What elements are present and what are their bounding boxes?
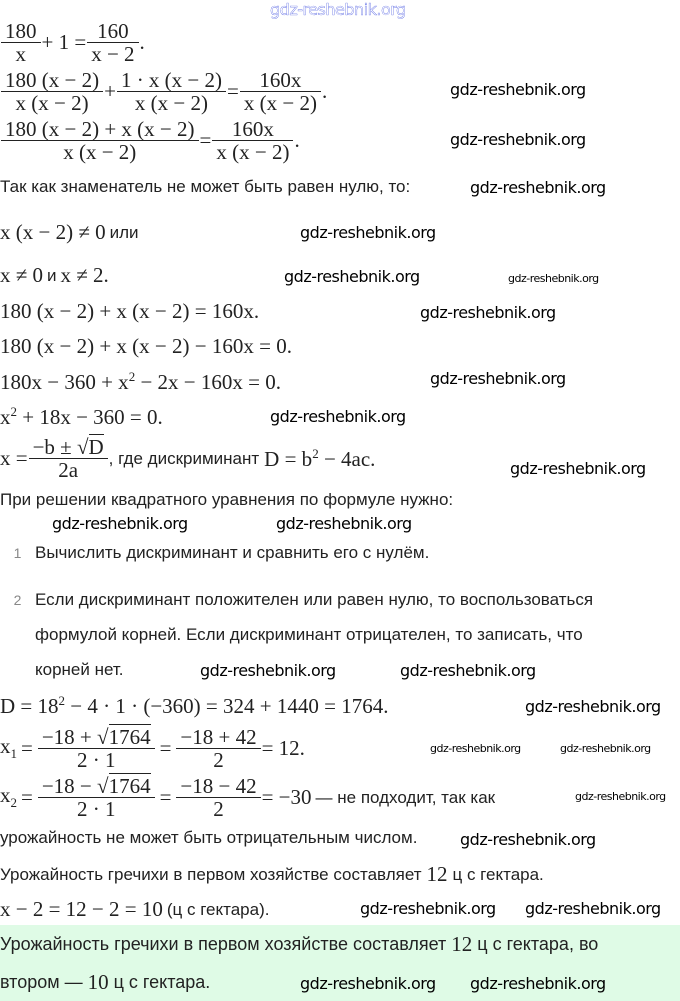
- word: и: [47, 265, 57, 285]
- operator: =: [199, 128, 212, 152]
- text-negative: [0, 828, 417, 848]
- numerator: 1 · x (x − 2): [120, 68, 223, 92]
- subscript: 1: [10, 746, 17, 762]
- operator: =: [159, 736, 172, 760]
- answer-text: Урожайность гречихи в первом хозяйстве составляет: [0, 934, 447, 954]
- word: — не подходит, так как: [315, 787, 496, 807]
- step-2-line-2: [35, 625, 583, 645]
- watermark: gdz-reshebnik.org: [400, 661, 536, 680]
- math: 12: [451, 932, 473, 956]
- math: = 12.: [261, 736, 305, 760]
- denominator: 2 · 1: [38, 797, 155, 820]
- math: x: [0, 734, 11, 759]
- word: , где дискриминант: [108, 448, 260, 468]
- watermark: gdz-reshebnik.org: [360, 899, 496, 918]
- math: − 2x − 160x = 0.: [135, 370, 281, 394]
- numerator: −b ±: [32, 435, 77, 459]
- line-a: [0, 299, 259, 324]
- math: x =: [0, 446, 28, 470]
- math: 12: [426, 862, 448, 886]
- math: x: [0, 405, 11, 429]
- watermark: gdz-reshebnik.org: [470, 974, 606, 993]
- step-text: корней нет.: [35, 660, 124, 679]
- watermark: gdz-reshebnik.org: [560, 742, 651, 755]
- watermark: gdz-reshebnik.org: [525, 899, 661, 918]
- radicand: 1764: [108, 725, 151, 749]
- text-denominator: [0, 177, 410, 197]
- line-c: [0, 369, 281, 395]
- operator: =: [21, 785, 33, 809]
- paragraph: При решении квадратного уравнения по формуле нужно:: [0, 490, 454, 509]
- period: .: [139, 30, 145, 54]
- root-x1: $x_1$ = $\frac{-18 + √1764}{2 \cdot 1}$ = $\frac{-18 + 42}{2}$ = 12.: [0, 725, 305, 772]
- numerator: −18 + 42: [180, 725, 257, 749]
- math: 180x − 360 + x: [0, 370, 129, 394]
- watermark: gdz-reshebnik.org: [300, 223, 436, 242]
- numerator: −18 +: [41, 725, 98, 749]
- text-yield-1: [0, 862, 544, 887]
- word: или: [109, 222, 139, 242]
- math: x ≠ 0: [0, 263, 44, 287]
- watermark: gdz-reshebnik.org: [200, 661, 336, 680]
- word: (ц с гектара).: [166, 899, 270, 919]
- numerator: −18 − 42: [180, 774, 257, 798]
- answer-text: втором —: [0, 972, 83, 992]
- watermark: gdz-reshebnik.org: [470, 178, 606, 197]
- step-text: формулой корней. Если дискриминант отрицателен, то записать, что: [35, 625, 583, 644]
- watermark: gdz-reshebnik.org: [430, 742, 521, 755]
- denominator: x (x − 2): [1, 140, 199, 163]
- watermark: gdz-reshebnik.org: [460, 830, 596, 849]
- text-solution-intro: [0, 490, 453, 510]
- math: 10: [87, 970, 109, 994]
- watermark: gdz-reshebnik.org: [575, 790, 666, 803]
- math: − 4 · 1 · (−360) = 324 + 1440 = 1764.: [65, 694, 389, 718]
- denominator: 2: [176, 797, 260, 820]
- radicand: D: [88, 435, 104, 459]
- math: = −30: [261, 785, 312, 809]
- denominator: 2a: [29, 458, 108, 481]
- exponent: 2: [312, 445, 319, 461]
- denominator: x (x − 2): [117, 91, 226, 114]
- equation-1: [0, 20, 145, 65]
- paragraph: Так как знаменатель не может быть равен нулю, то:: [0, 177, 411, 196]
- numerator: 180 (x − 2) + x (x − 2): [5, 117, 195, 141]
- operator: =: [21, 736, 33, 760]
- math: x − 2 = 12 − 2 = 10: [0, 897, 163, 921]
- denominator: x: [1, 42, 41, 65]
- equation-3: [0, 118, 300, 163]
- exponent: 2: [10, 404, 17, 419]
- exponent: 2: [128, 369, 136, 384]
- denominator: 2: [176, 748, 260, 771]
- paragraph: ц с гектара.: [452, 864, 544, 884]
- step-number: 1: [13, 545, 22, 561]
- watermark: gdz-reshebnik.org: [270, 0, 406, 19]
- radicand: 1764: [108, 774, 151, 798]
- watermark: gdz-reshebnik.org: [450, 80, 586, 99]
- numerator: 180 (x − 2): [5, 68, 100, 92]
- math: 180 (x − 2) + x (x − 2) − 160x = 0.: [0, 334, 292, 358]
- paragraph: урожайность не может быть отрицательным числом.: [0, 828, 418, 847]
- watermark: gdz-reshebnik.org: [420, 303, 556, 322]
- denominator: x (x − 2): [212, 140, 293, 163]
- math: + 18x − 360 = 0.: [17, 405, 163, 429]
- watermark: gdz-reshebnik.org: [430, 369, 566, 388]
- period: .: [321, 79, 328, 103]
- exponent: 2: [58, 693, 66, 708]
- answer-line-2: [0, 970, 210, 995]
- step-1: [0, 543, 429, 563]
- watermark: gdz-reshebnik.org: [52, 514, 188, 533]
- period: .: [294, 128, 300, 152]
- denominator: x (x − 2): [240, 91, 321, 114]
- operator: +: [104, 79, 116, 103]
- step-2: [0, 590, 593, 610]
- line-d: [0, 404, 163, 430]
- math: 180 (x − 2) + x (x − 2) = 160x.: [0, 299, 260, 323]
- root-x2: $x_2$ = $\frac{-18 - √1764}{2 \cdot 1}$ = $\frac{-18 - 42}{2}$ = −30 — не подходит, так как: [0, 774, 496, 821]
- line-neq: [0, 220, 143, 245]
- operator: =: [227, 79, 239, 103]
- watermark: gdz-reshebnik.org: [270, 407, 406, 426]
- equation-2: [0, 69, 327, 114]
- step-number: 2: [13, 592, 22, 608]
- step-text: Вычислить дискриминант и сравнить его с нулём.: [35, 543, 430, 562]
- math: x (x − 2) ≠ 0: [0, 220, 106, 244]
- paragraph: Урожайность гречихи в первом хозяйстве составляет: [0, 864, 422, 884]
- denominator: x (x − 2): [1, 91, 103, 114]
- math: x ≠ 2.: [60, 263, 109, 287]
- numerator: −18 −: [41, 774, 98, 798]
- denominator: 2 · 1: [38, 748, 155, 771]
- numerator: 160x: [231, 117, 274, 141]
- answer-text: ц с гектара.: [113, 972, 211, 992]
- line-b: [0, 334, 292, 359]
- quadratic-formula: x = $\frac{-b \pm √D}{2a}$ , где дискриминант $D = b^2 - 4ac$.: [0, 435, 376, 482]
- watermark: gdz-reshebnik.org: [450, 130, 586, 149]
- watermark: gdz-reshebnik.org: [510, 459, 646, 478]
- numerator: 180: [5, 19, 37, 43]
- operator: + 1 =: [41, 30, 87, 54]
- step-text: Если дискриминант положителен или равен нулю, то воспользоваться: [35, 590, 594, 609]
- watermark: gdz-reshebnik.org: [284, 267, 420, 286]
- watermark: gdz-reshebnik.org: [276, 514, 412, 533]
- subscript: 2: [10, 795, 17, 811]
- line-neq2: [0, 263, 109, 288]
- math: D = b: [264, 446, 313, 471]
- math: D = 18: [0, 694, 59, 718]
- watermark: gdz-reshebnik.org: [300, 974, 436, 993]
- numerator: 160x: [259, 68, 302, 92]
- math: − 4ac.: [318, 446, 376, 471]
- step-2-line-3: [35, 660, 124, 680]
- answer-line-1: [0, 932, 598, 957]
- discriminant-line: [0, 693, 388, 719]
- denominator: x − 2: [87, 42, 138, 65]
- watermark: gdz-reshebnik.org: [508, 272, 599, 285]
- operator: =: [159, 785, 172, 809]
- watermark: gdz-reshebnik.org: [525, 697, 661, 716]
- line-e: [0, 897, 273, 922]
- math: x: [0, 783, 11, 808]
- numerator: 160: [97, 19, 129, 43]
- answer-text: ц с гектара, во: [477, 934, 599, 954]
